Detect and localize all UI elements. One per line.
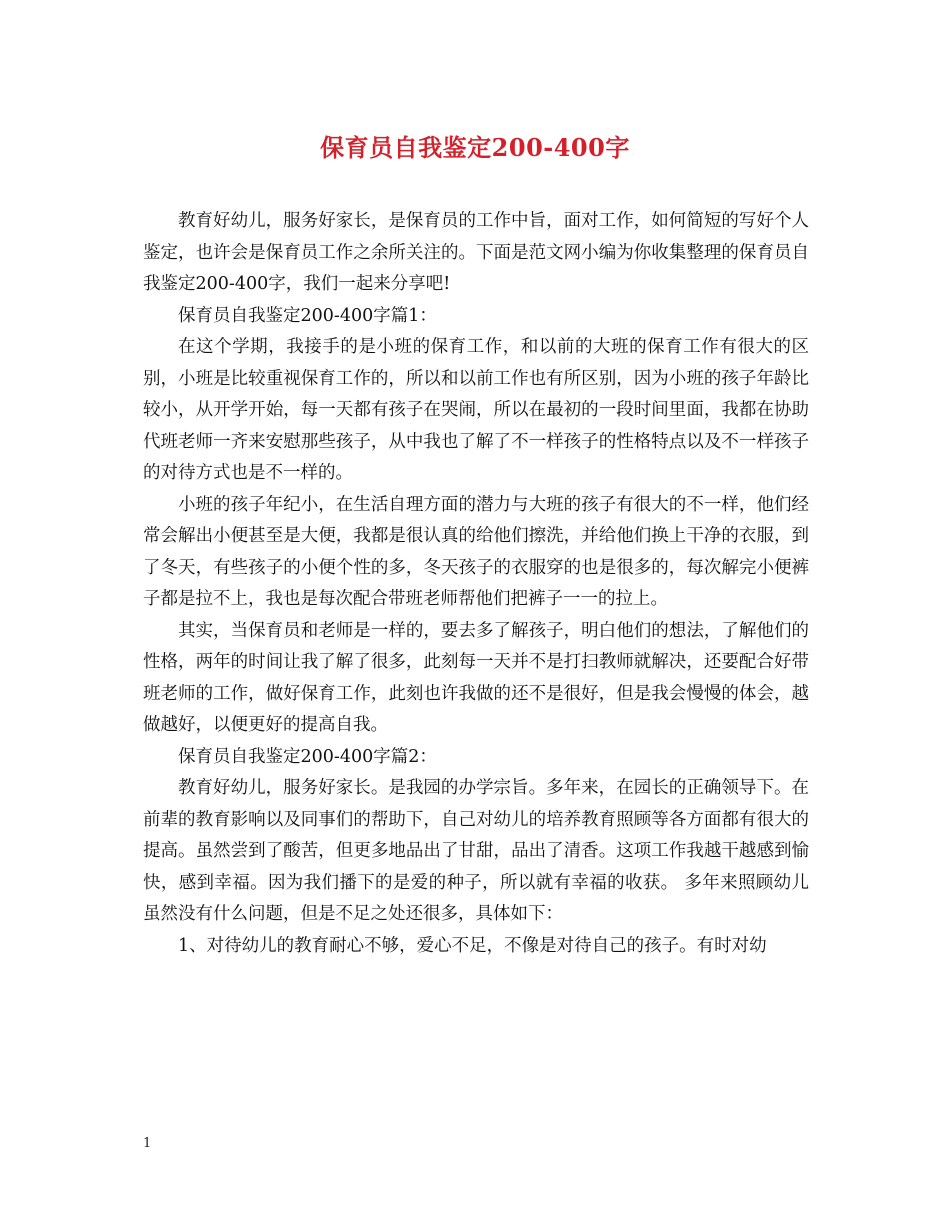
document-title: 保育员自我鉴定200-400字	[320, 133, 630, 162]
document-body	[143, 206, 809, 962]
section-heading-1: 保育员自我鉴定200-400字篇1：	[178, 305, 437, 326]
paragraph-intro: 教育好幼儿，服务好家长，是保育员的工作中旨，面对工作，如何简短的写好个人鉴定，也许会是保育员工作之余所关注的。下面是范文网小编为你收集整理的保育员自我鉴定200-400字，我们一起来分享吧!	[143, 211, 809, 294]
paragraph-4: 教育好幼儿，服务好家长。是我园的办学宗旨。多年来，在园长的正确领导下。在前辈的教育影响以及同事们的帮助下，自己对幼儿的培养教育照顾等各方面都有很大的提高。虽然尝到了酸苦，但更多地品出了甘甜，品出了清香。这项工作我越干越感到愉快，感到幸福。因为我们播下的是爱的种子，所以就有幸福的收获。 多年来照顾幼儿虽然没有什么问题，但是不足之处还很多，具体如下：	[143, 778, 809, 924]
section-heading-2: 保育员自我鉴定200-400字篇2：	[178, 746, 437, 767]
paragraph-3: 其实，当保育员和老师是一样的，要去多了解孩子，明白他们的想法，了解他们的性格，两年的时间让我了解了很多，此刻每一天并不是打扫教师就解决，还要配合好带班老师的工作，做好保育工作，此刻也许我做的还不是很好，但是我会慢慢的体会，越做越好，以便更好的提高自我。	[143, 620, 809, 735]
paragraph-5: 1、对待幼儿的教育耐心不够，爱心不足，不像是对待自己的孩子。有时对幼	[178, 935, 767, 956]
page-number: 1	[143, 1136, 152, 1151]
paragraph-1: 在这个学期，我接手的是小班的保育工作，和以前的大班的保育工作有很大的区别，小班是比较重视保育工作的，所以和以前工作也有所区别，因为小班的孩子年龄比较小，从开学开始，每一天都有孩子在哭闹，所以在最初的一段时间里面，我都在协助代班老师一齐来安慰那些孩子，从中我也了解了不一样孩子的性格特点以及不一样孩子的对待方式也是不一样的。	[143, 337, 809, 483]
paragraph-2: 小班的孩子年纪小，在生活自理方面的潜力与大班的孩子有很大的不一样，他们经常会解出小便甚至是大便，我都是很认真的给他们擦洗，并给他们换上干净的衣服，到了冬天，有些孩子的小便个性的多，冬天孩子的衣服穿的也是很多的，每次解完小便裤子都是拉不上，我也是每次配合带班老师帮他们把裤子一一的拉上。	[143, 494, 809, 609]
